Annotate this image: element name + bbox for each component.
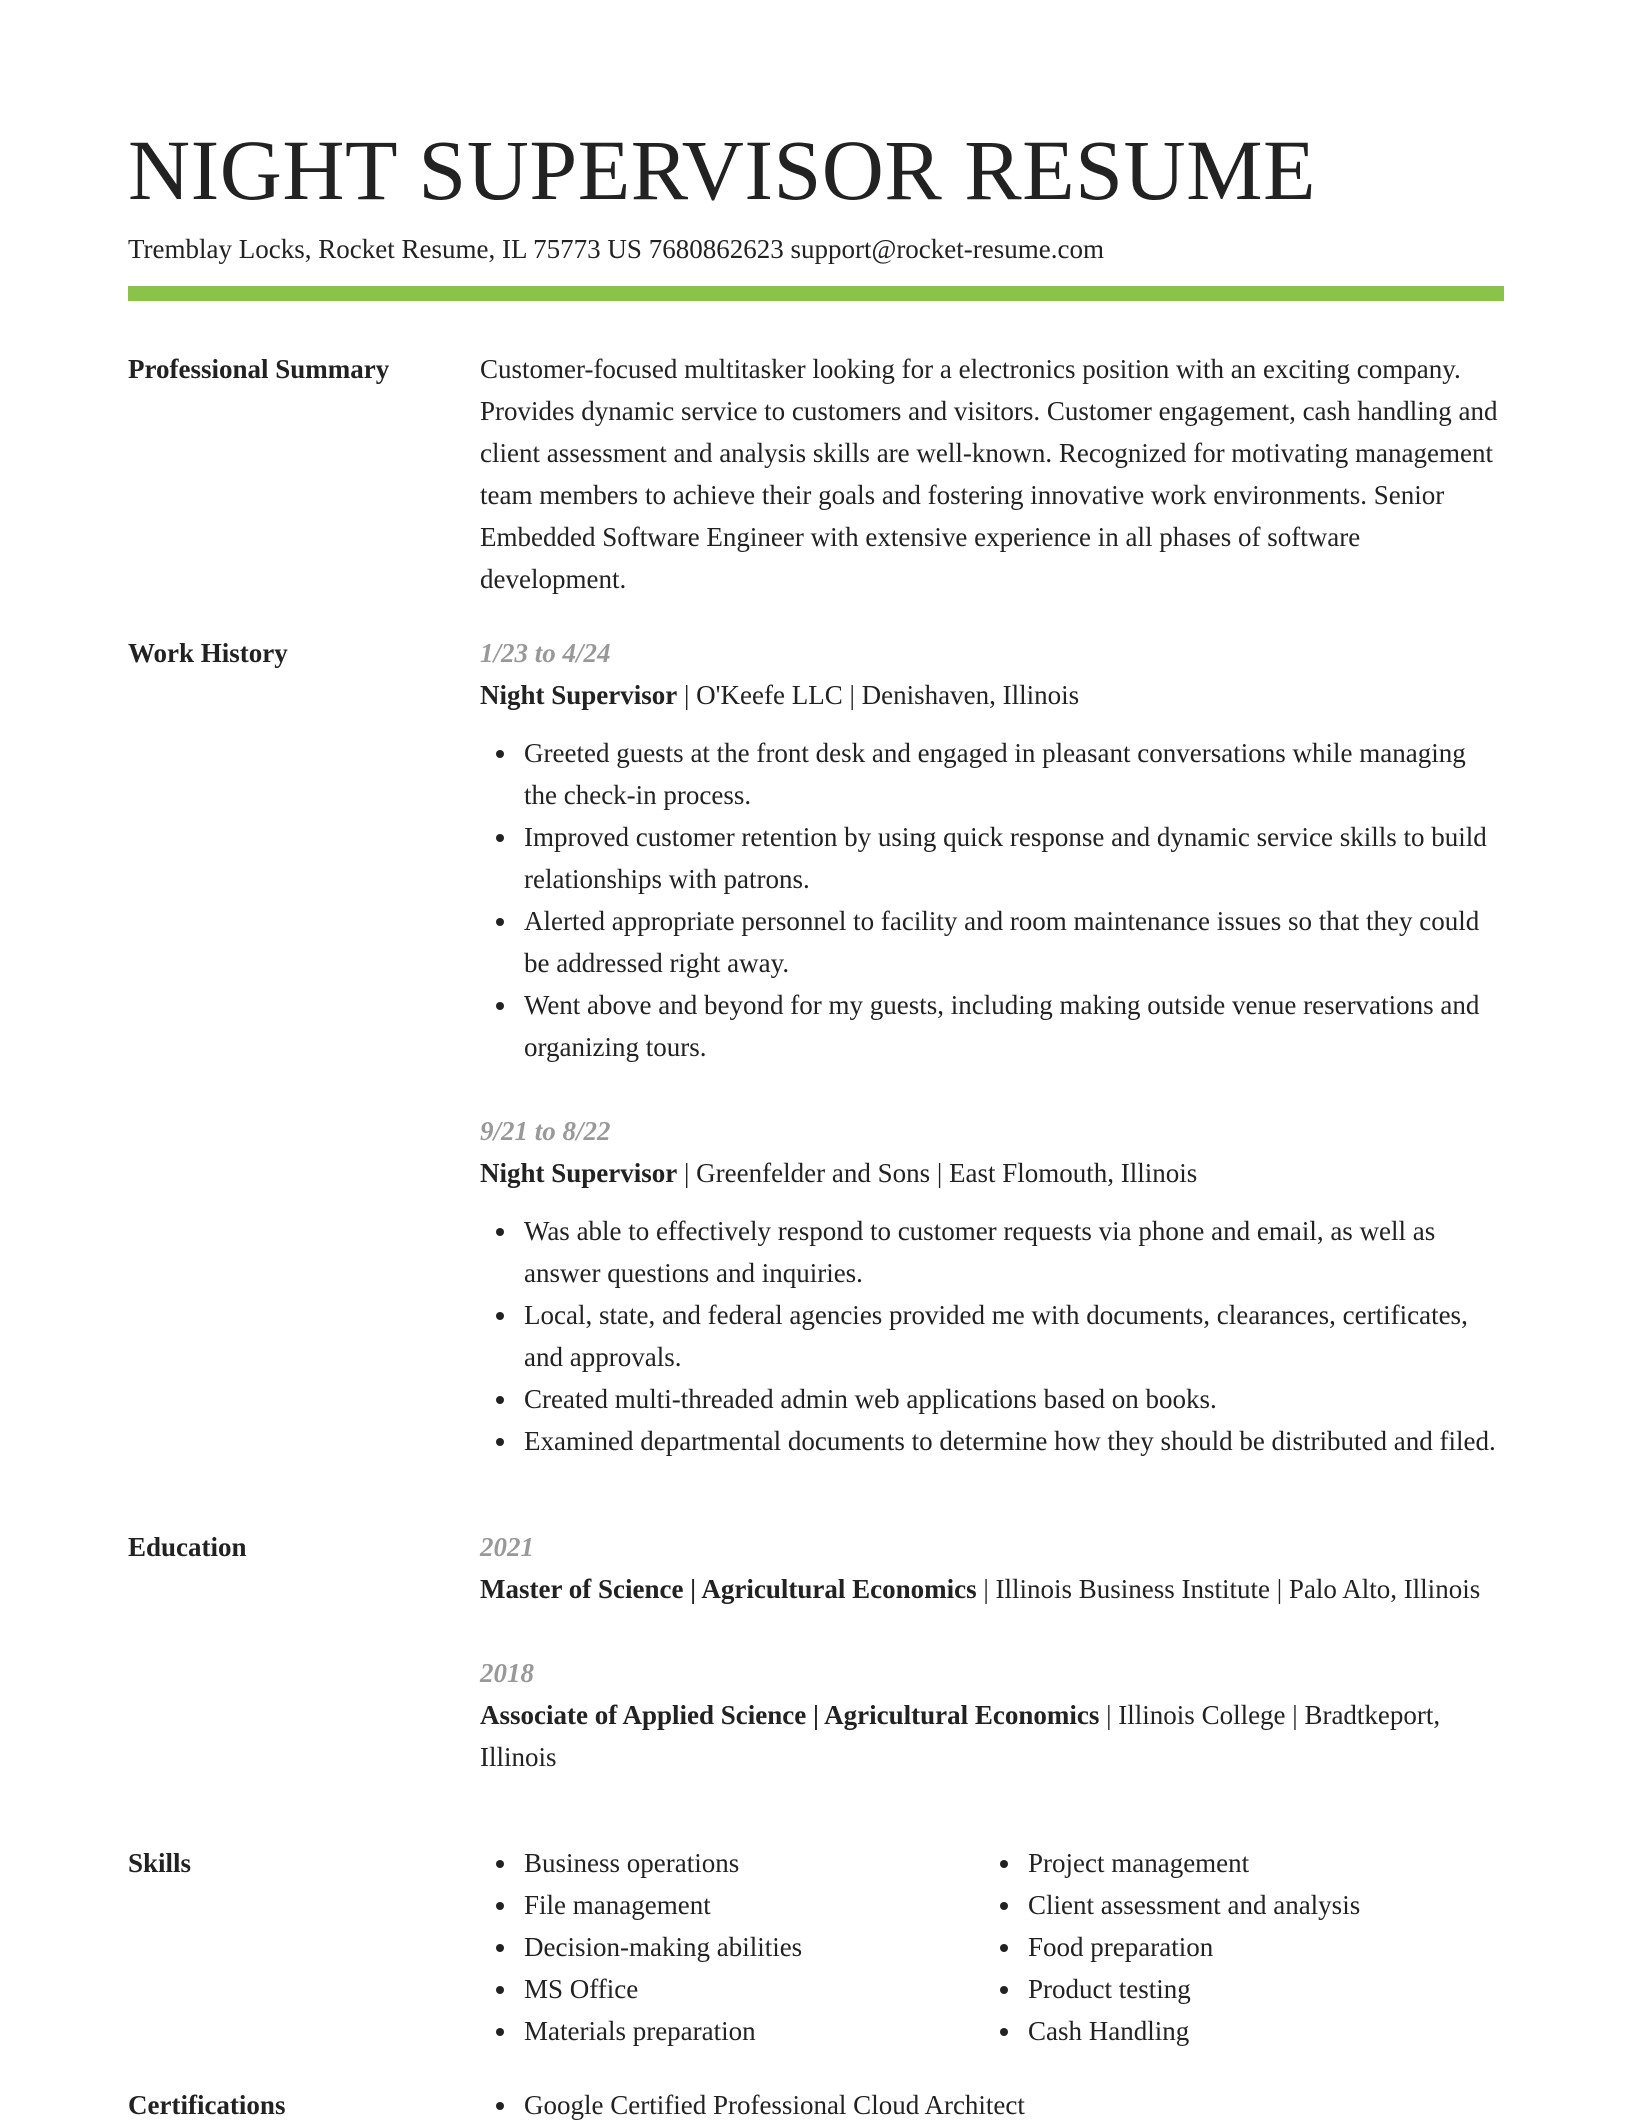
skill-item: Project management (1028, 1842, 1504, 1884)
certifications-list (480, 2084, 1504, 2126)
contact-line: Tremblay Locks, Rocket Resume, IL 75773 US 7680862623 support@rocket-resume.com (128, 234, 1104, 264)
education-year: 2021 (480, 1532, 534, 1562)
skill-item: Business operations (524, 1842, 940, 1884)
education-school-location: | Illinois Business Institute | Palo Alto, Illinois (976, 1574, 1481, 1604)
job-bullet: Went above and beyond for my guests, including making outside venue reservations and organizing tours. (524, 984, 1504, 1068)
skill-item: Materials preparation (524, 2010, 940, 2052)
job-bullet: Improved customer retention by using quick response and dynamic service skills to build relationships with patrons. (524, 816, 1504, 900)
skill-item: Food preparation (1028, 1926, 1504, 1968)
job-bullet: Was able to effectively respond to customer requests via phone and email, as well as answer questions and inquiries. (524, 1210, 1504, 1294)
education-degree: Associate of Applied Science | Agricultural Economics (480, 1700, 1100, 1730)
job-bullet: Local, state, and federal agencies provided me with documents, clearances, certificates, and approvals. (524, 1294, 1504, 1378)
job-entry (480, 1110, 1504, 1462)
skill-item: Product testing (1028, 1968, 1504, 2010)
skill-item: File management (524, 1884, 940, 1926)
job-entry (480, 632, 1504, 1068)
job-bullet: Examined departmental documents to determine how they should be distributed and filed. (524, 1420, 1504, 1462)
skills-list-right (984, 1842, 1504, 2052)
education-line (480, 1694, 1504, 1778)
job-bullet: Greeted guests at the front desk and engaged in pleasant conversations while managing the check-in process. (524, 732, 1504, 816)
skills-body (480, 1842, 1504, 2052)
certification-item: Google Certified Professional Cloud Architect (524, 2084, 1504, 2126)
section-label-certifications: Certifications (128, 2090, 286, 2120)
education-body (480, 1526, 1504, 1778)
section-label-skills: Skills (128, 1848, 192, 1878)
section-label-work-history: Work History (128, 638, 288, 668)
accent-divider (128, 286, 1504, 301)
job-bullets (480, 732, 1504, 1068)
section-label-education: Education (128, 1532, 247, 1562)
skill-item: MS Office (524, 1968, 940, 2010)
resume-title: NIGHT SUPERVISOR RESUME (128, 122, 1317, 218)
skill-item: Client assessment and analysis (1028, 1884, 1504, 1926)
entry-spacer (480, 1610, 1504, 1652)
section-label-summary: Professional Summary (128, 354, 390, 384)
job-bullet: Alerted appropriate personnel to facility and room maintenance issues so that they could be addressed right away. (524, 900, 1504, 984)
job-dates: 1/23 to 4/24 (480, 638, 611, 668)
work-history-body (480, 632, 1504, 1462)
education-year: 2018 (480, 1658, 534, 1688)
skills-column-right (984, 1842, 1504, 2052)
summary-text: Customer-focused multitasker looking for a electronics position with an exciting company. Provides dynamic service to customers and visitors. Customer engagement, cash handling and client assessment and analysis skills are well-known. Recognized for motivating management team members to achieve their goals and fostering innovative work environments. Senior Embedded Software Engineer with extensive experience in all phases of software development. (480, 354, 1498, 594)
job-role: Night Supervisor (480, 1158, 678, 1188)
certifications-body (480, 2084, 1504, 2126)
job-company-location: | O'Keefe LLC | Denishaven, Illinois (677, 680, 1080, 710)
entry-spacer (480, 1068, 1504, 1110)
skills-list-left (480, 1842, 940, 2052)
education-degree: Master of Science | Agricultural Economics (480, 1574, 977, 1604)
skill-item: Decision-making abilities (524, 1926, 940, 1968)
skills-columns (480, 1842, 1504, 2052)
skills-column-left (480, 1842, 940, 2052)
education-school-location: | Illinois College | Bradtkeport, Illinois (480, 1700, 1441, 1772)
job-title-line (480, 1152, 1504, 1194)
job-role: Night Supervisor (480, 680, 678, 710)
education-entry (480, 1652, 1504, 1778)
skill-item: Cash Handling (1028, 2010, 1504, 2052)
education-entry (480, 1526, 1504, 1610)
job-title-line (480, 674, 1504, 716)
summary-body (480, 348, 1504, 600)
education-line (480, 1568, 1504, 1610)
job-company-location: | Greenfelder and Sons | East Flomouth, Illinois (677, 1158, 1198, 1188)
job-dates: 9/21 to 8/22 (480, 1116, 611, 1146)
job-bullets (480, 1210, 1504, 1462)
job-bullet: Created multi-threaded admin web applications based on books. (524, 1378, 1504, 1420)
